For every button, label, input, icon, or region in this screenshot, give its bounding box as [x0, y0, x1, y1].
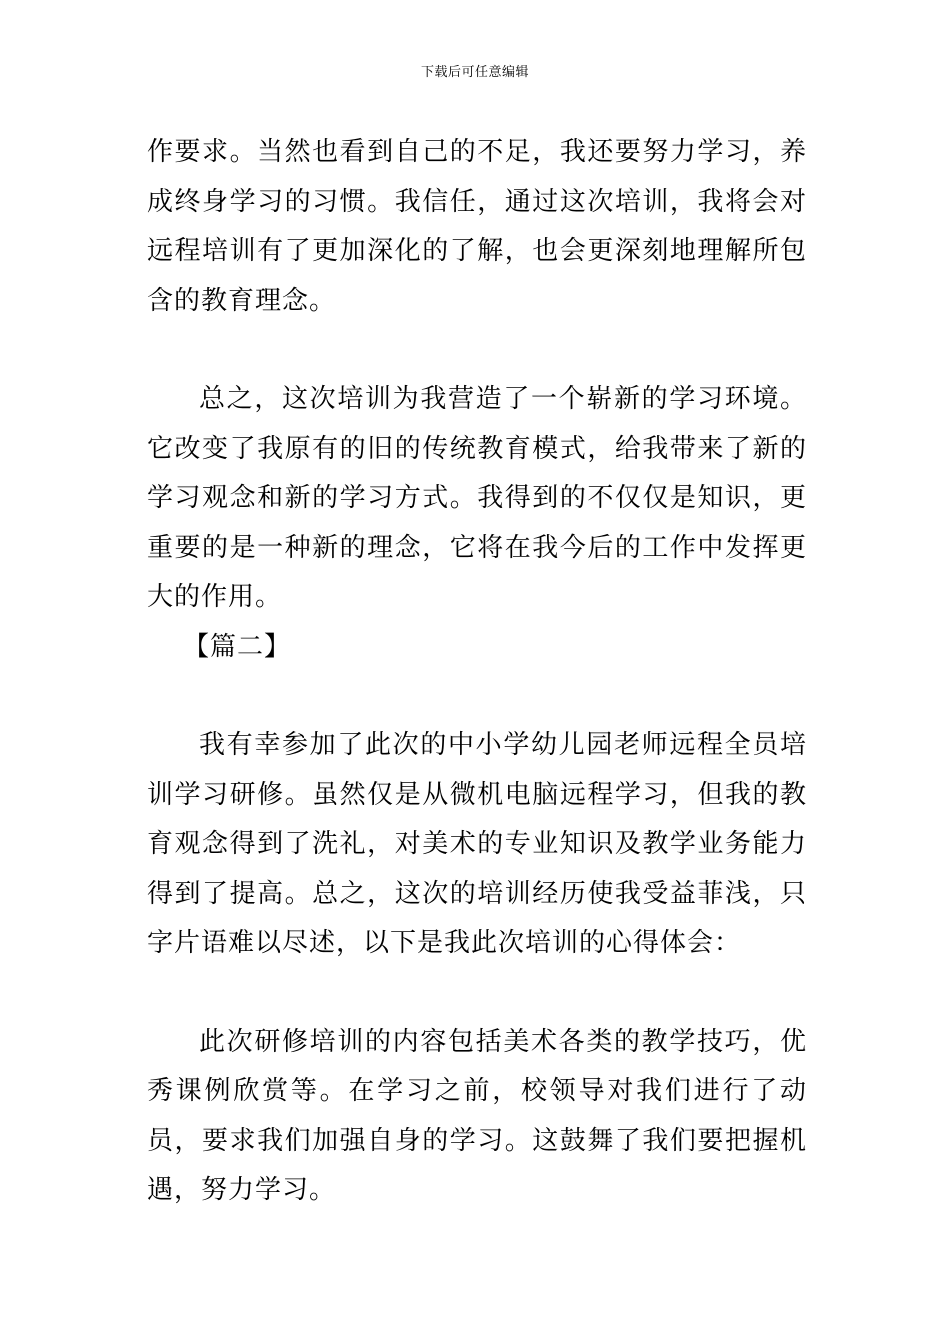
page-header: 下载后可任意编辑	[420, 65, 529, 80]
paragraph-continuation: 作要求。当然也看到自己的不足，我还要努力学习，养成终身学习的习惯。我信任，通过这次培训，我将会对远程培训有了更加深化的了解，也会更深刻地理解所包含的教育理念。	[147, 137, 807, 316]
paragraph-summary: 总之，这次培训为我营造了一个崭新的学习环境。它改变了我原有的旧的传统教育模式，给我带来了新的学习观念和新的学习方式。我得到的不仅仅是知识，更重要的是一种新的理念，它将在我今后的工作中发挥更大的作用。	[147, 384, 807, 612]
paragraph-intro: 我有幸参加了此次的中小学幼儿园老师远程全员培训学习研修。虽然仅是从微机电脑远程学习，但我的教育观念得到了洗礼，对美术的专业知识及教学业务能力得到了提高。总之，这次的培训经历使我受益菲浅，只字片语难以尽述，以下是我此次培训的心得体会：	[147, 730, 807, 958]
section-heading: 【篇二】	[183, 631, 292, 662]
document-body	[147, 128, 807, 1216]
paragraph-training-content: 此次研修培训的内容包括美术各类的教学技巧，优秀课例欣赏等。在学习之前，校领导对我们进行了动员，要求我们加强自身的学习。这鼓舞了我们要把握机遇，努力学习。	[147, 1026, 807, 1205]
